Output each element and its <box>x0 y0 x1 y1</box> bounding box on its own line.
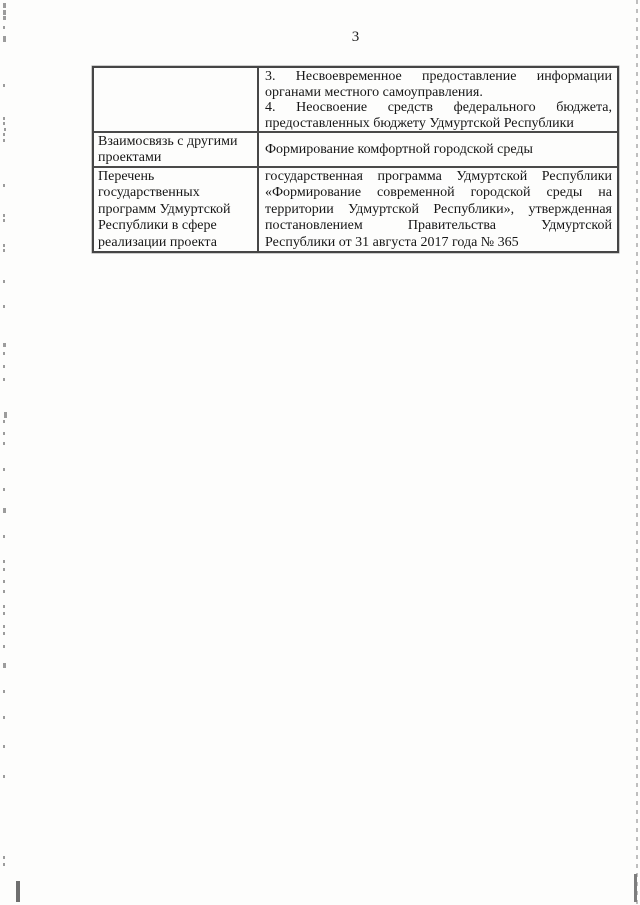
text-line: программ Удмуртской <box>98 201 231 217</box>
cell-value-project-links <box>259 133 617 166</box>
text-line: 3. Несвоевременное предоставление информации <box>265 69 612 84</box>
table-row-risks-continuation <box>94 68 617 133</box>
text-line: предоставленных бюджету Удмуртской Республики <box>265 116 574 131</box>
cell-value-state-programs <box>259 168 617 251</box>
table-row-project-links <box>94 133 617 168</box>
cell-value-risks <box>259 68 617 131</box>
text-line: проектами <box>98 150 162 165</box>
cell-label-project-links <box>94 133 259 166</box>
scan-artifact-right-dotted-line <box>636 0 638 905</box>
text-line: органами местного самоуправления. <box>265 84 483 100</box>
text-line: территории Удмуртской Республики», утвержденная <box>265 201 612 217</box>
table-row-state-programs <box>94 168 617 251</box>
cell-label-state-programs <box>94 168 259 251</box>
scan-artifact-bottom-right-mark <box>634 874 637 902</box>
text-line: реализации проекта <box>98 234 217 250</box>
cell-label-empty <box>94 68 259 131</box>
text-line: Республики от 31 августа 2017 года № 365 <box>265 234 519 250</box>
project-passport-table <box>92 66 619 253</box>
text-line: Перечень <box>98 169 155 184</box>
text-line: Взаимосвязь с другими <box>98 134 238 149</box>
text-line: 4. Неосвоение средств федерального бюджета, <box>265 100 612 116</box>
text-line: Формирование комфортной городской среды <box>265 142 533 157</box>
page-number: 3 <box>351 29 360 45</box>
scan-artifact-bottom-left-mark <box>16 881 20 902</box>
text-line: Республики в сфере <box>98 218 217 234</box>
text-line: «Формирование современной городской среды на <box>265 185 612 201</box>
text-line: государственных <box>98 185 200 201</box>
text-line: постановлением Правительства Удмуртской <box>265 218 612 234</box>
text-line: государственная программа Удмуртской Республики <box>265 169 612 184</box>
